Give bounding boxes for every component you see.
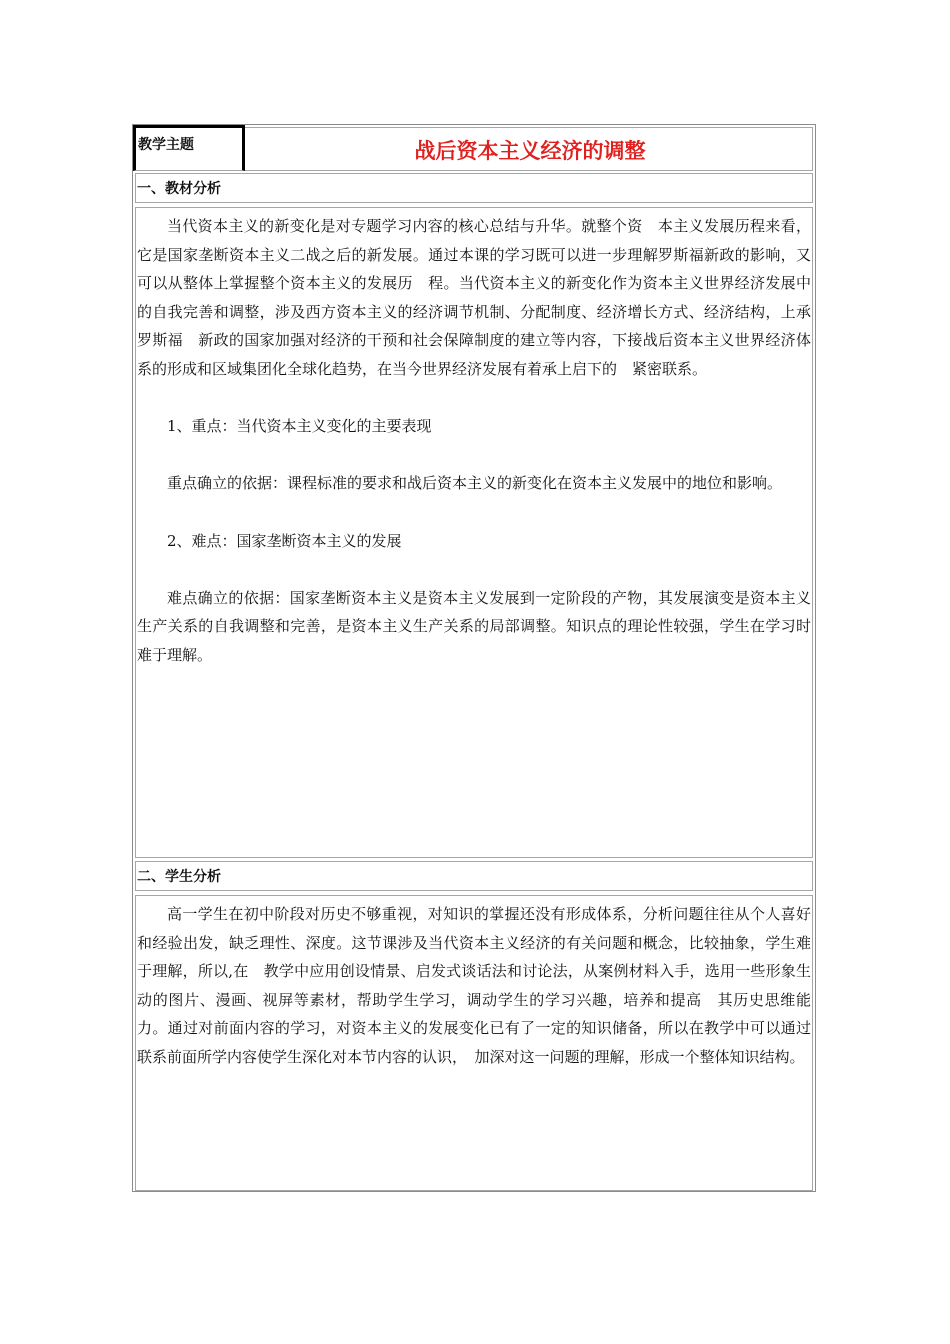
section-body-text [137, 212, 811, 670]
lesson-title: 战后资本主义经济的调整 [414, 139, 646, 163]
section-header-row [135, 861, 813, 891]
paragraph-key-point: 1、重点：当代资本主义变化的主要表现 [167, 417, 432, 436]
paragraph-difficulty: 2、难点：国家垄断资本主义的发展 [167, 531, 402, 550]
title-label: 教学主题 [138, 137, 194, 153]
lesson-plan-table [132, 124, 816, 1192]
section-body-student-analysis [135, 895, 813, 1191]
title-row [135, 127, 813, 171]
paragraph-overview: 当代资本主义的新变化是对专题学习内容的核心总结与升华。就整个资 本主义发展历程来看，它是国家垄断资本主义二战之后的新发展。通过本课的学习既可以进一步理解罗斯福新政的影响，又可以从整体上掌握整个资本主义的发展历 程。当代资本主义的新变化作为资本主义世界经济发展中的自我完善和调整，涉及西方资本主义的经济调节机制、分配制度、经济增长方式、经济结构，上承罗斯福 新政的国家加强对经济的干预和社会保障制度的建立等内容，下接战后资本主义世界经济体系的形成和区域集团化全球化趋势，在当今世界经济发展有着承上启下的 紧密联系。 [137, 217, 811, 378]
section-body-text [137, 900, 811, 1072]
paragraph-key-point-basis: 重点确立的依据：课程标准的要求和战后资本主义的新变化在资本主义发展中的地位和影响。 [167, 474, 783, 493]
section-heading-textbook-analysis: 一、教材分析 [137, 181, 221, 197]
section-heading-student-analysis: 二、学生分析 [137, 869, 221, 885]
section-body-textbook-analysis [135, 207, 813, 858]
paragraph-student-analysis: 高一学生在初中阶段对历史不够重视，对知识的掌握还没有形成体系，分析问题往往从个人喜好和经验出发，缺乏理性、深度。这节课涉及当代资本主义经济的有关问题和概念，比较抽象，学生难于理解，所以,在 教学中应用创设情景、启发式谈话法和讨论法，从案例材料入手，选用一些形象生动的图片、漫画、视屏等素材，帮助学生学习，调动学生的学习兴趣，培养和提高 其历史思维能力。通过对前面内容的学习，对资本主义的发展变化已有了一定的知识储备，所以在教学中可以通过联系前面所学内容使学生深化对本节内容的认识， 加深对这一问题的理解，形成一个整体知识结构。 [137, 905, 811, 1066]
section-header-row [135, 173, 813, 203]
title-label-cell [133, 125, 245, 171]
paragraph-difficulty-basis: 难点确立的依据：国家垄断资本主义是资本主义发展到一定阶段的产物，其发展演变是资本主义生产关系的自我调整和完善，是资本主义生产关系的局部调整。知识点的理论性较强，学生在学习时难于理解。 [137, 588, 811, 664]
